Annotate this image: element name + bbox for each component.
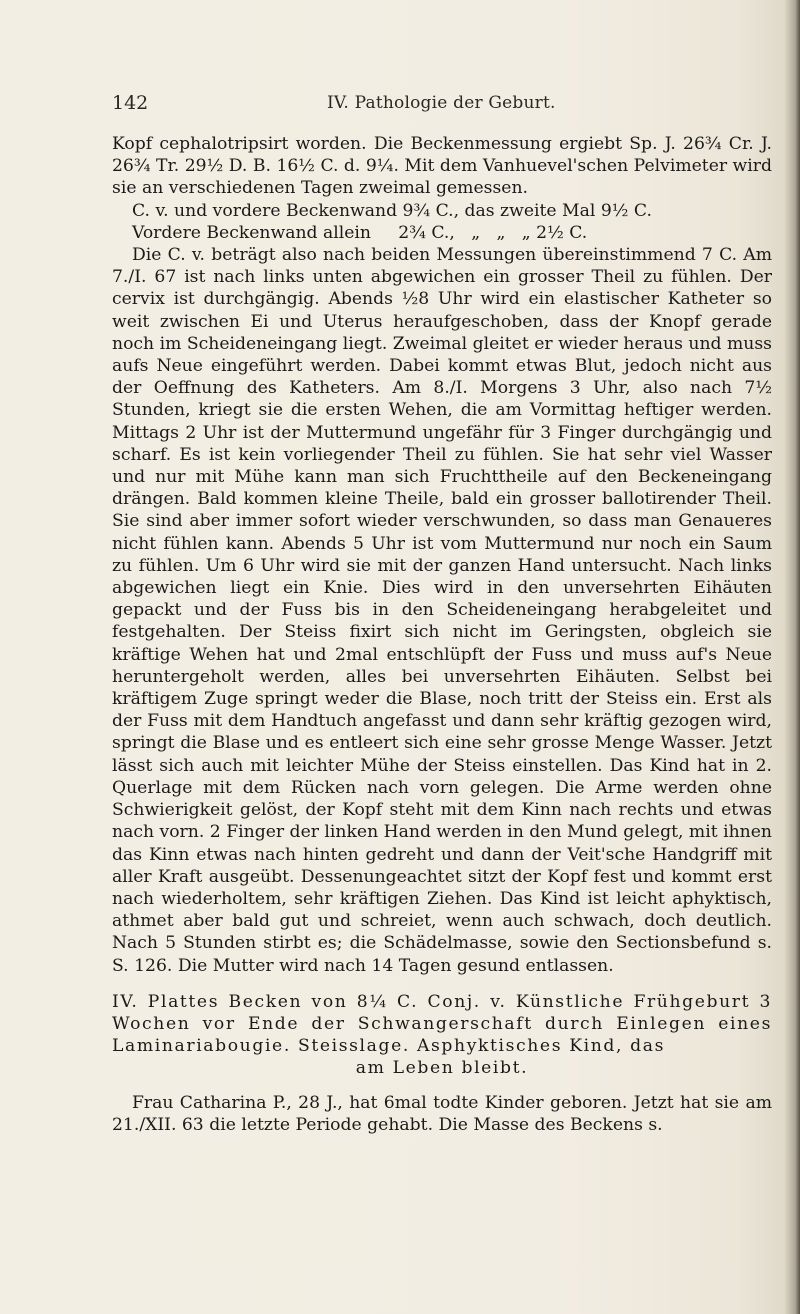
section-heading-last-line: am Leben bleibt.: [355, 1058, 529, 1079]
paragraph-case-intro: Frau Catharina P., 28 J., hat 6mal todte Kinder geboren. Jetzt hat sie am 21./XII. 63 die letzte Periode gehabt. Die Masse des Beckens s.: [112, 1092, 772, 1135]
paragraph-case-course: Die C. v. beträgt also nach beiden Messungen übereinstimmend 7 C. Am 7./I. 67 ist nach links unten abgewichen ein grosser Theil zu fühlen. Der cervix ist durchgängig. Abends ½8 Uhr wird ein elastischer Katheter so weit zwischen Ei und Uterus heraufgeschoben, dass der Knopf gerade noch im Scheideneingang liegt. Zweimal gleitet er wieder heraus und muss aufs Neue eingeführt werden. Dabei kommt etwas Blut, jedoch nicht aus der Oeffnung des Katheters. Am 8./I. Morgens 3 Uhr, also nach 7½ Stunden, kriegt sie die ersten Wehen, die am Vormittag heftiger werden. Mittags 2 Uhr ist der Muttermund ungefähr für 3 Finger durchgängig und scharf. Es ist kein vorliegender Theil zu fühlen. Sie hat sehr viel Wasser und nur mit Mühe kann man sich Fruchttheile auf den Beckeneingang drängen. Bald kommen kleine Theile, bald ein grosser ballotirender Theil. Sie sind aber immer sofort wieder verschwunden, so dass man Genaueres nicht fühlen kann. Abends 5 Uhr ist vom Muttermund nur noch ein Saum zu fühlen. Um 6 Uhr wird sie mit der ganzen Hand untersucht. Nach links abgewichen liegt ein Knie. Dies wird in den unversehrten Eihäuten gepackt und der Fuss bis in den Scheideneingang herabgeleitet und festgehalten. Der Steiss fixirt sich nicht im Geringsten, obgleich sie kräftige Wehen hat und 2mal entschlüpft der Fuss und muss auf's Neue heruntergeholt werden, alles bei unversehrten Eihäuten. Selbst bei kräftigem Zuge springt weder die Blase, noch tritt der Steiss ein. Erst als der Fuss mit dem Handtuch angefasst und dann sehr kräftig gezogen wird, springt die Blase und es entleert sich eine sehr grosse Menge Wasser. Jetzt lässt sich auch mit leichter Mühe der Steiss einstellen. Das Kind hat in 2. Querlage mit dem Rücken nach vorn gelegen. Die Arme werden ohne Schwierigkeit gelöst, der Kopf steht mit dem Kinn nach rechts und etwas nach vorn. 2 Finger der linken Hand werden in den Mund gelegt, mit ihnen das Kinn etwas nach hinten gedreht und dann der Veit'sche Handgriff mit aller Kraft ausgeübt. Dessenungeachtet sitzt der Kopf fest und kommt erst nach wiederholtem, sehr kräftigen Ziehen. Das Kind ist leicht aphyktisch, athmet aber bald gut und schreiet, wenn auch schwach, doch deutlich. Nach 5 Stunden stirbt es; die Schädelmasse, sowie den Sectionsbefund s. S. 126. Die Mutter wird nach 14 Tagen gesund entlassen.: [112, 245, 772, 976]
measurement-line-2: Vordere Beckenwand allein 2¾ C., „ „ „ 2½ C.: [132, 222, 588, 243]
measurement-line-1: C. v. und vordere Beckenwand 9¾ C., das zweite Mal 9½ C.: [132, 200, 652, 221]
page-number: 142: [112, 92, 149, 114]
running-title: IV. Pathologie der Geburt.: [327, 93, 556, 113]
page-edge-shadow: [784, 0, 800, 1314]
section-heading-text: IV. Plattes Becken von 8¼ C. Conj. v. Künstliche Frühgeburt 3 Wochen vor Ende der Schwangerschaft durch Einlegen eines Laminariabougie. Steisslage. Asphyktisches Kind, das: [112, 991, 772, 1057]
section-heading: [112, 991, 772, 1080]
running-header: [112, 92, 580, 118]
body-text: [112, 133, 772, 1136]
paragraph-beckenmessung: Kopf cephalotripsirt worden. Die Beckenmessung ergiebt Sp. J. 26¾ Cr. J. 26¾ Tr. 29½ D. B. 16½ C. d. 9¼. Mit dem Vanhuevel'schen Pelvimeter wird sie an verschiedenen Tagen zweimal gemessen.: [112, 134, 772, 199]
